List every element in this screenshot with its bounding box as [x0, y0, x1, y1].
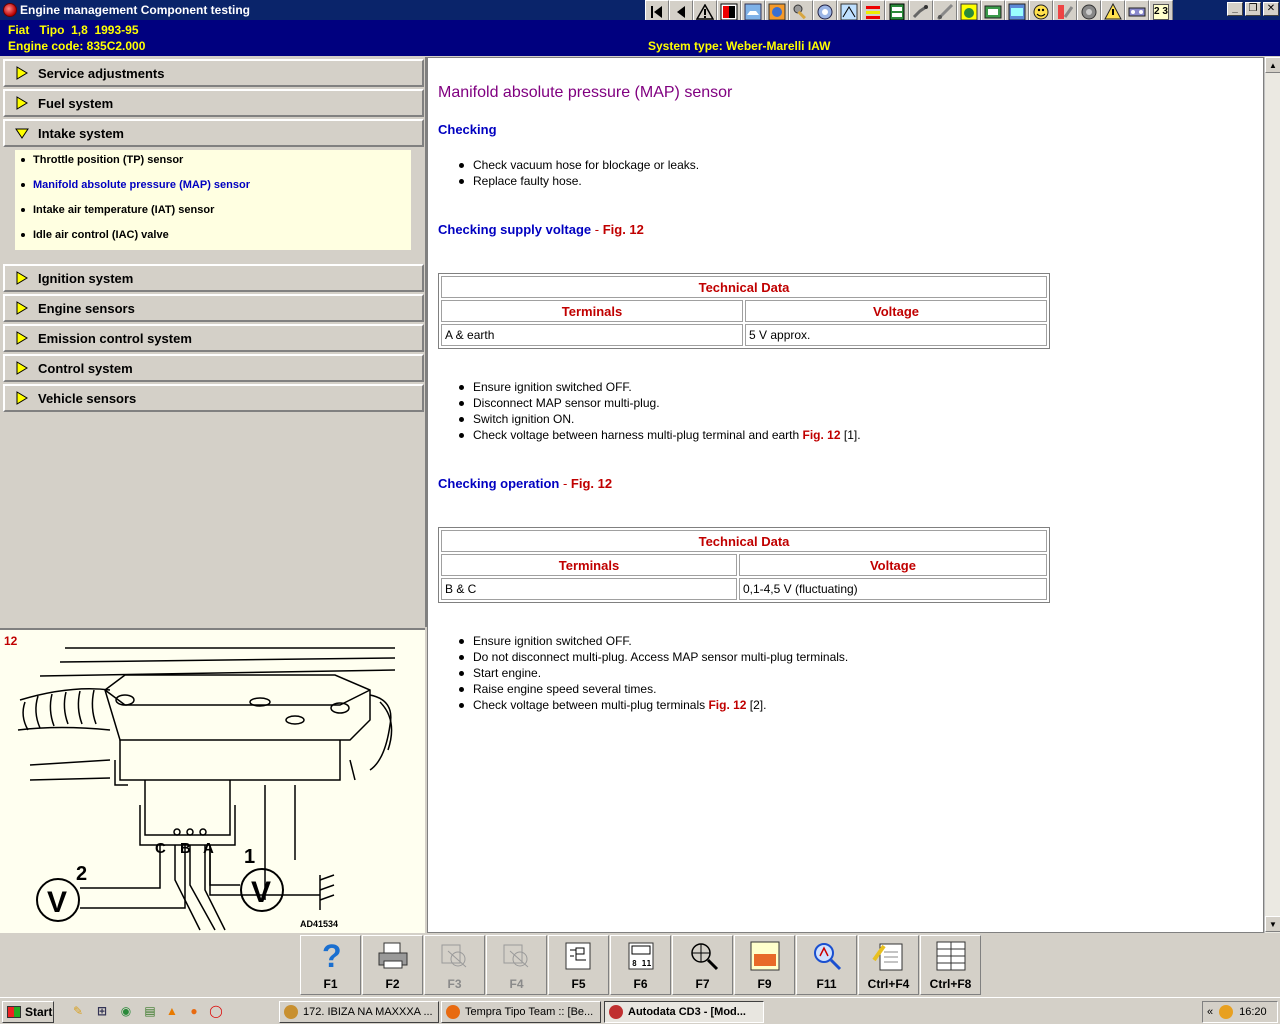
nav-label: Ignition system — [38, 270, 134, 286]
bullet-icon — [21, 158, 25, 162]
subitem-label: Throttle position (TP) sensor — [33, 154, 184, 166]
quicklaunch-network-icon[interactable]: ⊞ — [96, 1004, 108, 1018]
chevron-right-icon — [15, 66, 29, 80]
window-title: Engine management Component testing — [20, 3, 251, 17]
chevron-right-icon — [15, 301, 29, 315]
vehicle-info-bar — [0, 20, 1280, 56]
voltmeter-2-label: V — [47, 886, 68, 919]
list-item: Switch ignition ON. — [473, 411, 861, 427]
chevron-right-icon — [15, 361, 29, 375]
list-item: Check vacuum hose for blockage or leaks. — [473, 158, 700, 172]
page-title: Manifold absolute pressure (MAP) sensor — [438, 84, 733, 101]
fkey-label: F6 — [633, 977, 648, 991]
fkey-label: F3 — [447, 977, 462, 991]
voltmeter-1-label: V — [251, 876, 272, 909]
task-tempra[interactable] — [441, 1001, 601, 1023]
tools-icon — [500, 939, 534, 973]
fig-pages-icon — [748, 939, 782, 973]
start-button[interactable] — [2, 1001, 54, 1023]
engine-code: Engine code: 835C2.000 — [8, 39, 146, 53]
bullet-icon — [21, 233, 25, 237]
column-header: Voltage — [745, 300, 1047, 322]
chevron-right-icon — [15, 391, 29, 405]
step-text: Check voltage between multi-plug terminals — [473, 698, 709, 712]
terminal-c-label: C — [155, 840, 166, 857]
fig-link[interactable]: Fig. 12 — [802, 428, 841, 442]
list-item: Ensure ignition switched OFF. — [473, 379, 861, 395]
help-icon — [314, 939, 348, 973]
nav-ignition-system[interactable] — [3, 264, 424, 292]
fig-link[interactable]: Fig. 12 — [708, 698, 747, 712]
notes-icon — [872, 939, 906, 973]
table-cell: B & C — [441, 578, 737, 600]
tray-app-icon[interactable] — [1219, 1005, 1233, 1019]
task-label: Tempra Tipo Team :: [Be... — [465, 1006, 594, 1018]
nav-label: Engine sensors — [38, 300, 135, 316]
search-icon — [810, 939, 844, 973]
column-header: Voltage — [739, 554, 1047, 576]
close-button[interactable]: ✕ — [1263, 2, 1279, 16]
svg-text:8 11: 8 11 — [631, 959, 651, 968]
fkey-label: F7 — [695, 977, 710, 991]
quicklaunch-torrent-icon[interactable]: ◉ — [120, 1004, 132, 1018]
f2-print-button[interactable] — [362, 935, 423, 995]
chevron-down-icon — [15, 126, 29, 140]
list-item: Raise engine speed several times. — [473, 681, 848, 697]
wiring-diagram-icon — [562, 939, 596, 973]
f9-figures-button[interactable] — [734, 935, 795, 995]
svg-text:?: ? — [321, 939, 342, 973]
vertical-scrollbar[interactable] — [1264, 57, 1280, 933]
operation-table — [438, 527, 1050, 603]
table-cell: A & earth — [441, 324, 743, 346]
separator: - — [591, 222, 603, 237]
windows-logo-icon — [7, 1006, 21, 1018]
nav-label: Intake system — [38, 125, 124, 141]
subitem-label: Idle air control (IAC) valve — [33, 229, 169, 241]
terminal-b-label: B — [180, 840, 191, 857]
checking-steps — [473, 157, 699, 189]
operation-steps — [473, 633, 848, 713]
bullet-icon — [21, 208, 25, 212]
map-sensor-diagram — [0, 630, 425, 933]
ctrl-f8-table-button[interactable] — [920, 935, 981, 995]
quicklaunch-pencil-icon[interactable]: ✎ — [72, 1004, 84, 1018]
firefox-icon — [446, 1005, 460, 1019]
f6-connector-button[interactable] — [610, 935, 671, 995]
list-item: Disconnect MAP sensor multi-plug. — [473, 395, 861, 411]
figure-code: AD41534 — [300, 919, 339, 929]
step-ref: [2]. — [746, 698, 767, 712]
callout-2: 2 — [76, 863, 88, 885]
separator: - — [559, 476, 571, 491]
chevron-right-icon — [15, 331, 29, 345]
system-tray — [1202, 1001, 1278, 1023]
step-ref: [1]. — [840, 428, 861, 442]
f1-help-button[interactable] — [300, 935, 361, 995]
taskbar — [0, 997, 1280, 1024]
f3-button[interactable] — [424, 935, 485, 995]
section-heading: Checking operation — [438, 476, 560, 491]
nav-fuel-system[interactable] — [3, 89, 424, 117]
list-item: Start engine. — [473, 665, 848, 681]
step-text: Check voltage between harness multi-plug terminal and earth — [473, 428, 803, 442]
f7-zoom-button[interactable] — [672, 935, 733, 995]
nav-intake-system[interactable] — [3, 119, 424, 147]
list-item: Ensure ignition switched OFF. — [473, 633, 848, 649]
table-caption: Technical Data — [441, 276, 1047, 298]
nav-engine-sensors[interactable] — [3, 294, 424, 322]
f5-wiring-button[interactable] — [548, 935, 609, 995]
navigation-panel — [0, 57, 427, 627]
table-icon — [934, 939, 968, 973]
nav-label: Service adjustments — [38, 65, 165, 81]
column-header: Terminals — [441, 554, 737, 576]
fig-link[interactable]: Fig. 12 — [602, 222, 644, 237]
list-item — [473, 427, 861, 443]
section-heading: Checking supply voltage — [438, 222, 592, 237]
nav-service-adjustments[interactable] — [3, 59, 424, 87]
quicklaunch-firefox-icon[interactable]: ● — [190, 1004, 198, 1018]
vehicle-model: Fiat Tipo 1,8 1993-95 — [8, 23, 139, 37]
subitem-label: Manifold absolute pressure (MAP) sensor — [33, 179, 250, 191]
content-pane — [427, 57, 1264, 933]
function-key-bar — [0, 933, 1280, 997]
table-cell: 5 V approx. — [745, 324, 1047, 346]
fig-pages-label: 2 3 — [1153, 4, 1169, 20]
table-cell: 0,1-4,5 V (fluctuating) — [739, 578, 1047, 600]
column-header: Terminals — [441, 300, 743, 322]
table-row — [441, 324, 1047, 346]
fkey-label: F1 — [323, 977, 338, 991]
autodata-icon — [609, 1005, 623, 1019]
subitem-iat-sensor[interactable] — [21, 204, 214, 216]
table-caption: Technical Data — [441, 530, 1047, 552]
chevron-right-icon — [15, 271, 29, 285]
list-item: Replace faulty hose. — [473, 173, 699, 189]
app-icon[interactable] — [3, 3, 17, 17]
task-autodata[interactable] — [604, 1001, 764, 1023]
fkey-label: Ctrl+F8 — [929, 977, 972, 991]
system-type: System type: Weber-Marelli IAW — [648, 39, 831, 53]
fkey-label: F9 — [757, 977, 772, 991]
nav-label: Fuel system — [38, 95, 114, 111]
fig-link[interactable]: Fig. 12 — [570, 476, 613, 491]
task-ibiza[interactable] — [279, 1001, 439, 1023]
fkey-label: F2 — [385, 977, 400, 991]
nav-label: Vehicle sensors — [38, 390, 137, 406]
zoom-icon — [686, 939, 720, 973]
list-item: Do not disconnect multi-plug. Access MAP sensor multi-plug terminals. — [473, 650, 849, 664]
section-checking: Checking — [438, 122, 497, 137]
forum-icon — [284, 1005, 298, 1019]
bullet-icon — [21, 183, 25, 187]
task-label: 172. IBIZA NA MAXXXA ... — [303, 1006, 433, 1018]
nav-label: Emission control system — [38, 330, 192, 346]
subitem-iac-valve[interactable] — [21, 229, 169, 241]
scroll-up-icon[interactable]: ▲ — [1265, 57, 1280, 73]
table-row — [441, 578, 1047, 600]
nav-label: Control system — [38, 360, 133, 376]
restore-button[interactable]: ❐ — [1245, 2, 1261, 16]
chevron-right-icon — [15, 96, 29, 110]
callout-1: 1 — [244, 846, 256, 868]
nav-control-system[interactable] — [3, 354, 424, 382]
list-item — [473, 697, 848, 713]
section-supply-voltage — [438, 222, 644, 237]
quicklaunch-vlc-icon[interactable]: ▲ — [166, 1004, 178, 1018]
subitem-map-sensor[interactable] — [21, 179, 250, 191]
connector-icon — [624, 939, 658, 973]
window-controls — [1227, 2, 1279, 16]
f4-button[interactable] — [486, 935, 547, 995]
supply-voltage-table — [438, 273, 1050, 349]
supply-voltage-steps — [473, 379, 861, 443]
print-icon — [376, 939, 410, 973]
subitem-tp-sensor[interactable] — [21, 154, 183, 166]
intake-subpanel — [15, 150, 411, 250]
start-label: Start — [25, 1005, 53, 1019]
terminal-a-label: A — [203, 840, 214, 857]
tools-icon — [438, 939, 472, 973]
subitem-label: Intake air temperature (IAT) sensor — [33, 204, 215, 216]
fkey-label: Ctrl+F4 — [867, 977, 910, 991]
ctrl-f4-notes-button[interactable] — [858, 935, 919, 995]
fkey-label: F11 — [816, 977, 837, 991]
minimize-button[interactable]: _ — [1227, 2, 1243, 16]
task-label: Autodata CD3 - [Mod... — [628, 1006, 746, 1018]
tray-expand-button[interactable]: « — [1207, 1006, 1214, 1018]
clock: 16:20 — [1239, 1006, 1267, 1018]
nav-vehicle-sensors[interactable] — [3, 384, 424, 412]
fkey-label: F4 — [509, 977, 524, 991]
scroll-down-icon[interactable]: ▼ — [1265, 916, 1280, 932]
section-operation — [438, 476, 612, 491]
quicklaunch-opera-icon[interactable]: ◯ — [209, 1004, 223, 1018]
fkey-label: F5 — [571, 977, 586, 991]
f11-search-button[interactable] — [796, 935, 857, 995]
figure-panel[interactable] — [0, 628, 425, 933]
quicklaunch-calc-icon[interactable]: ▤ — [144, 1004, 156, 1018]
nav-emission-control[interactable] — [3, 324, 424, 352]
figure-number: 12 — [4, 634, 18, 648]
